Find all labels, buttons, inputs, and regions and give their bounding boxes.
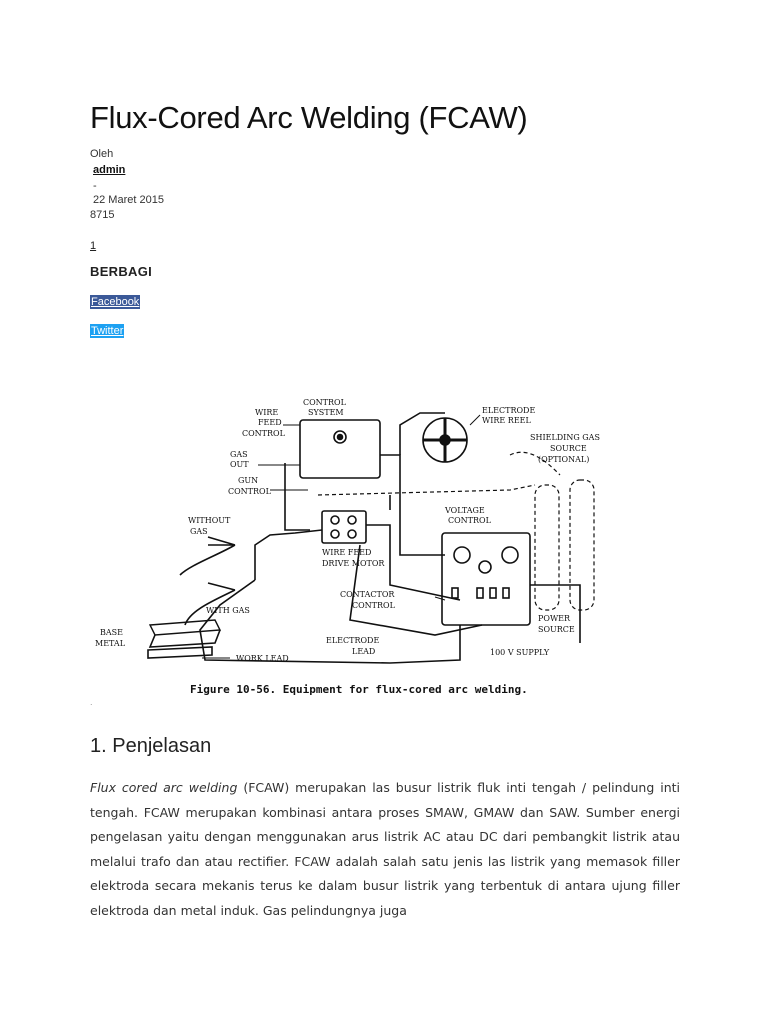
- label-electrode-lead: ELECTRODE: [326, 636, 380, 645]
- article-title: Flux-Cored Arc Welding (FCAW): [90, 100, 528, 135]
- control-system-box: [300, 420, 380, 478]
- label-gun-control-2: CONTROL: [228, 487, 271, 496]
- twitter-share-button[interactable]: Twitter: [91, 325, 124, 337]
- label-wire-feed-motor: WIRE FEED: [322, 548, 372, 557]
- byline-label: Oleh: [90, 148, 114, 160]
- publish-date: 22 Maret 2015: [93, 194, 164, 206]
- label-electrode-wire-reel-2: WIRE REEL: [482, 416, 531, 425]
- label-without-gas: WITHOUT: [188, 516, 231, 525]
- label-control-system-2: SYSTEM: [308, 408, 344, 417]
- label-base-metal-2: METAL: [95, 639, 126, 648]
- label-supply: 100 V SUPPLY: [490, 648, 550, 657]
- label-contactor-control: CONTACTOR: [340, 590, 395, 599]
- paragraph-text: (FCAW) merupakan las busur listrik fluk inti tengah / pelindung inti tengah. FCAW merupakan kombinasi antara proses SMAW, GMAW dan SAW. Sumber energi pengelasan yaitu dengan menggunakan arus listrik AC atau DC dari pembangkit listrik atau melalui trafo dan atau rectifier. FCAW adalah salah satu jenis las listrik yang memasok filler elektroda secara mekanis terus ke dalam busur listrik yang terbentuk di antara ujung filler elektroda dan metal induk. Gas pelindungnya juga: [90, 780, 680, 918]
- label-contactor-control-2: CONTROL: [352, 601, 395, 610]
- figure-caption: Figure 10-56. Equipment for flux-cored arc welding.: [190, 683, 528, 696]
- view-count: 8715: [90, 209, 115, 221]
- label-voltage-control-2: CONTROL: [448, 516, 491, 525]
- share-heading: BERBAGI: [90, 264, 153, 279]
- label-power-source-2: SOURCE: [538, 625, 575, 634]
- label-wire-feed-control: WIRE: [255, 408, 279, 417]
- power-source-box: [442, 533, 530, 625]
- label-shielding-gas: SHIELDING GAS: [530, 433, 600, 442]
- facebook-share-button[interactable]: Facebook: [91, 296, 140, 308]
- label-gas-out-2: OUT: [230, 460, 249, 469]
- fcaw-diagram: [90, 385, 650, 705]
- wire-feed-motor-box: [322, 511, 366, 543]
- label-without-gas-2: GAS: [190, 527, 208, 536]
- label-wire-feed-control-3: CONTROL: [242, 429, 285, 438]
- fcaw-equipment-figure: [90, 385, 650, 705]
- label-electrode-lead-2: LEAD: [352, 647, 376, 656]
- label-shielding-gas-3: (OPTIONAL): [538, 455, 590, 464]
- label-power-source: POWER: [538, 614, 571, 623]
- label-with-gas: WITH GAS: [206, 606, 250, 615]
- meta-separator: -: [93, 180, 97, 192]
- small-mark: .: [90, 697, 93, 707]
- label-work-lead: WORK LEAD: [236, 654, 289, 663]
- author-link[interactable]: admin: [93, 164, 126, 176]
- label-shielding-gas-2: SOURCE: [550, 444, 587, 453]
- section-body-paragraph: [90, 776, 680, 921]
- share-count-link[interactable]: 1: [90, 240, 97, 252]
- intro-italic-term: Flux cored arc welding: [90, 780, 238, 795]
- label-wire-feed-control-2: FEED: [258, 418, 282, 427]
- label-control-system: CONTROL: [303, 398, 346, 407]
- label-electrode-wire-reel: ELECTRODE: [482, 406, 536, 415]
- label-base-metal: BASE: [100, 628, 123, 637]
- section-heading: 1. Penjelasan: [90, 735, 212, 757]
- label-wire-feed-motor-2: DRIVE MOTOR: [322, 559, 385, 568]
- label-voltage-control: VOLTAGE: [445, 506, 485, 515]
- label-gun-control: GUN: [238, 476, 259, 485]
- label-gas-out: GAS: [230, 450, 248, 459]
